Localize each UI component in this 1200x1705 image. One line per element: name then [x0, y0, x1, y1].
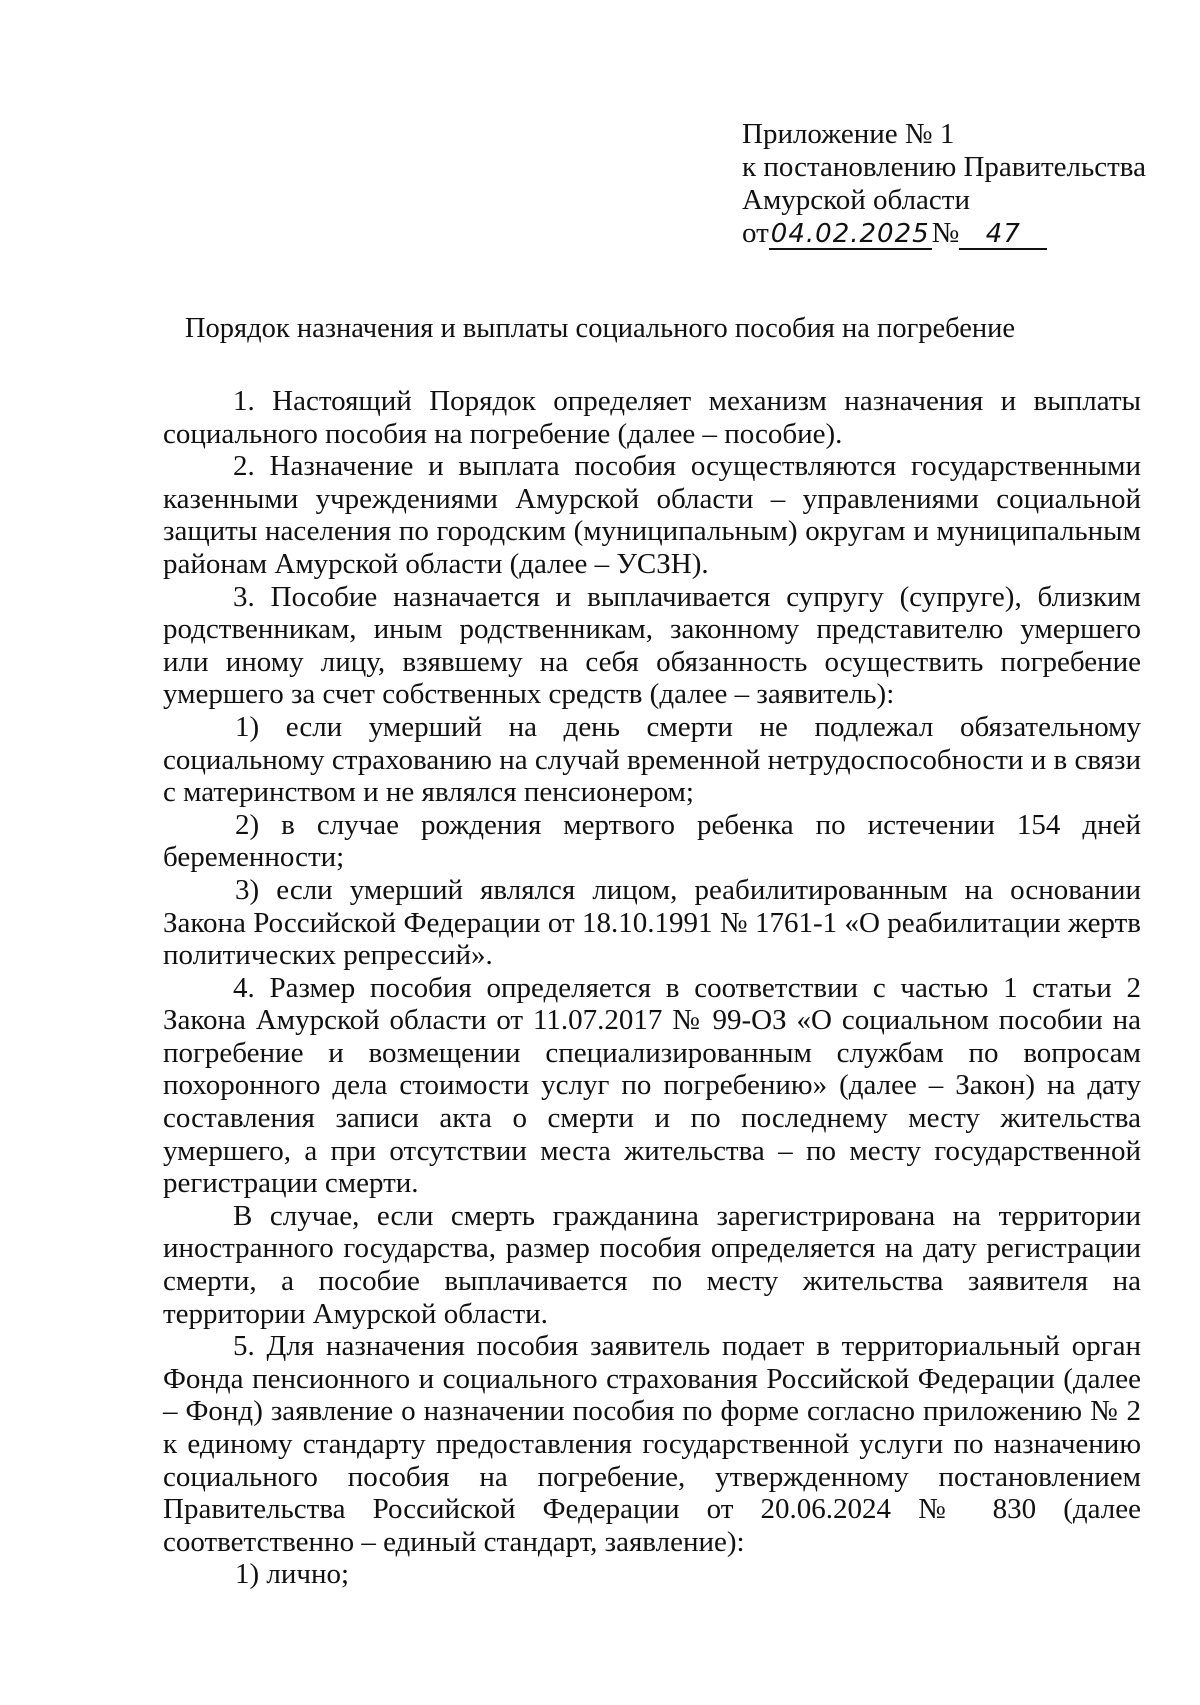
paragraph-3: 3. Пособие назначается и выплачивается супругу (супруге), близким родственникам, иным родственникам, законному представителю умершего или иному лицу, взявшему на себя обязанность осуществить погребение умершего за счет собственных средств (далее – заявитель):: [163, 580, 1141, 711]
paragraph-3-item-2: 2) в случае рождения мертвого ребенка по истечении 154 дней беременности;: [163, 808, 1141, 874]
paragraph-5: 5. Для назначения пособия заявитель подает в территориальный орган Фонда пенсионного и социального страхования Российской Федерации (далее – Фонд) заявление о назначении пособия по форме согласно приложению № 2 к единому стандарту предоставления государственной услуги по назначению социального пособия на погребение, утвержденному постановлением Правительства Российской Федерации от 20.06.2024 № 830 (далее соответственно – единый стандарт, заявление):: [163, 1330, 1141, 1558]
document-body: [163, 385, 1141, 1591]
appendix-resolution-ref: к постановлению Правительства: [742, 151, 1146, 183]
paragraph-4: 4. Размер пособия определяется в соответствии с частью 1 статьи 2 Закона Амурской области от 11.07.2017 № 99-ОЗ «О социальном пособии на погребение и возмещении специализированным службам по вопросам похоронного дела стоимости услуг по погребению» (далее – Закон) на дату составления записи акта о смерти и по последнему месту жительства умершего, а при отсутствии места жительства – по месту государственной регистрации смерти.: [163, 971, 1141, 1200]
paragraph-1: 1. Настоящий Порядок определяет механизм назначения и выплаты социального пособия на погребение (далее – пособие).: [163, 385, 1141, 450]
handwritten-date: 04.02.2025: [770, 219, 930, 249]
appendix-region: Амурской области: [742, 184, 970, 216]
number-sign: №: [931, 217, 960, 249]
paragraph-3-item-3: 3) если умерший являлся лицом, реабилитированным на основании Закона Российской Федерации от 18.10.1991 № 1761-1 «О реабилитации жертв политических репрессий».: [163, 873, 1141, 972]
paragraph-3-item-1: 1) если умерший на день смерти не подлежал обязательному социальному страхованию на случай временной нетрудоспособности и в связи с материнством и не являлся пенсионером;: [163, 710, 1141, 809]
paragraph-5-item-1: 1) лично;: [235, 1558, 350, 1591]
appendix-number: Приложение № 1: [742, 118, 955, 150]
appendix-header: [742, 118, 1162, 250]
document-title: Порядок назначения и выплаты социального пособия на погребение: [184, 313, 1016, 344]
paragraph-2: 2. Назначение и выплата пособия осуществляются государственными казенными учреждениями Амурской области – управлениями социальной защиты населения по городским (муниципальным) округам и муниципальным районам Амурской области (далее – УСЗН).: [163, 450, 1141, 580]
paragraph-4-foreign: В случае, если смерть гражданина зарегистрирована на территории иностранного государства, размер пособия определяется на дату регистрации смерти, а пособие выплачивается по месту жительства заявителя на территории Амурской области.: [163, 1199, 1141, 1330]
appendix-date-number-line: [742, 217, 1162, 250]
date-prefix: от: [742, 217, 769, 249]
handwritten-number: 47: [959, 221, 1047, 250]
